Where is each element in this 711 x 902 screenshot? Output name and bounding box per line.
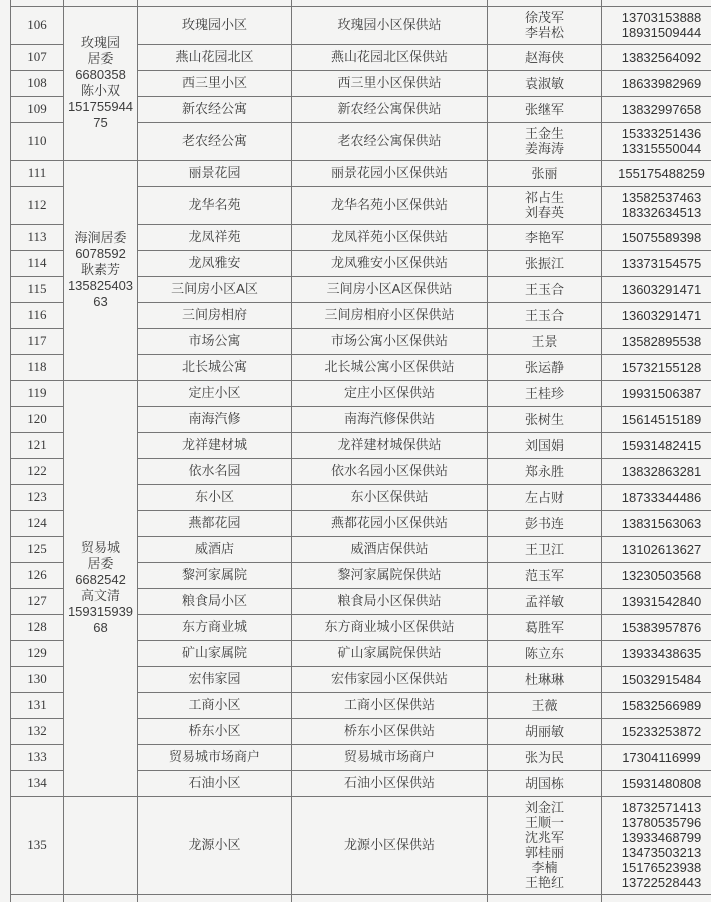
contact-names-cell <box>488 122 602 160</box>
row-number-cell: 110 <box>11 122 64 160</box>
phone-numbers-cell <box>602 276 711 302</box>
contact-names-cell <box>488 718 602 744</box>
row-number-cell: 117 <box>11 328 64 354</box>
station-name-cell: 宏伟家园小区保供站 <box>292 666 488 692</box>
phone-numbers-cell <box>602 718 711 744</box>
committee-line: 63 <box>93 294 108 309</box>
station-name-cell: 龙凤雅安小区保供站 <box>292 250 488 276</box>
contact-name: 姜海涛 <box>524 141 564 156</box>
contact-names-cell <box>488 406 602 432</box>
phone-number: 15075589398 <box>621 229 702 245</box>
station-name-cell: 东方商业城小区保供站 <box>292 614 488 640</box>
contact-name: 王卫江 <box>524 541 564 557</box>
station-name-cell: 工商小区保供站 <box>292 692 488 718</box>
community-name-cell: 东小区 <box>138 484 292 510</box>
station-name-cell: 石油小区保供站 <box>292 770 488 796</box>
row-number-cell: 132 <box>11 718 64 744</box>
contact-name: 王薇 <box>531 697 558 713</box>
contact-names-cell <box>488 536 602 562</box>
committee-line: 135825403 <box>67 278 134 293</box>
committee-line: 陈小双 <box>80 83 120 98</box>
row-number-cell: 114 <box>11 250 64 276</box>
contact-name: 孟祥敏 <box>524 593 564 609</box>
contact-name: 胡丽敏 <box>524 723 564 739</box>
row-number-cell: 111 <box>11 160 64 186</box>
contact-name: 胡国栋 <box>524 775 564 791</box>
contact-names-cell <box>488 6 602 44</box>
station-name-cell: 三间房小区A区保供站 <box>292 276 488 302</box>
station-name-cell: 矿山家属院保供站 <box>292 640 488 666</box>
contact-name: 张丽 <box>531 165 558 181</box>
contact-names-cell <box>488 770 602 796</box>
contact-name: 郭桂丽 <box>524 845 564 860</box>
row-number-cell-partial <box>11 894 64 902</box>
row-number-cell: 119 <box>11 380 64 406</box>
community-name-cell: 桥东小区 <box>138 718 292 744</box>
contact-names-cell <box>488 692 602 718</box>
contact-names-cell <box>488 354 602 380</box>
contact-name: 沈兆军 <box>524 830 564 845</box>
row-number-cell: 122 <box>11 458 64 484</box>
contact-name: 祁占生 <box>524 190 564 205</box>
community-name-cell: 西三里小区 <box>138 70 292 96</box>
phone-number: 15383957876 <box>621 619 702 635</box>
contact-name: 范玉军 <box>524 567 564 583</box>
row-number-cell: 113 <box>11 224 64 250</box>
phone-number: 13931542840 <box>621 593 702 609</box>
community-name-cell: 矿山家属院 <box>138 640 292 666</box>
row-number-cell: 135 <box>11 796 64 894</box>
contact-name: 王艳红 <box>524 875 564 890</box>
community-name-cell: 丽景花园 <box>138 160 292 186</box>
community-name-cell: 市场公寓 <box>138 328 292 354</box>
community-name-cell: 燕都花园 <box>138 510 292 536</box>
phone-number: 13703153888 <box>621 10 702 25</box>
committee-line: 耿素芳 <box>80 262 120 277</box>
committee-line: 6680358 <box>75 67 126 82</box>
contact-name: 张振江 <box>524 255 564 271</box>
community-name-cell: 三间房小区A区 <box>138 276 292 302</box>
table-row <box>11 160 711 186</box>
phone-numbers-cell <box>602 692 711 718</box>
contact-names-cell <box>488 224 602 250</box>
community-name-cell: 龙凤雅安 <box>138 250 292 276</box>
row-number-cell: 124 <box>11 510 64 536</box>
community-name-cell: 黎河家属院 <box>138 562 292 588</box>
phone-number: 18332634513 <box>621 205 702 220</box>
committee-cell <box>64 796 138 894</box>
station-name-cell: 龙源小区保供站 <box>292 796 488 894</box>
contact-names-cell <box>488 666 602 692</box>
row-number-cell: 106 <box>11 6 64 44</box>
committee-line: 居委 <box>87 556 114 571</box>
community-name-cell-partial <box>138 894 292 902</box>
committee-cell <box>64 6 138 160</box>
table-row <box>11 380 711 406</box>
station-name-cell: 龙凤祥苑小区保供站 <box>292 224 488 250</box>
phone-number: 13603291471 <box>621 281 702 297</box>
phone-numbers-cell <box>602 744 711 770</box>
phone-number: 15931480808 <box>621 775 702 791</box>
contact-name: 王金生 <box>524 126 564 141</box>
station-name-cell: 新农经公寓保供站 <box>292 96 488 122</box>
row-number-cell: 126 <box>11 562 64 588</box>
phone-numbers-cell <box>602 380 711 406</box>
community-name-cell: 威酒店 <box>138 536 292 562</box>
row-number-cell: 133 <box>11 744 64 770</box>
committee-line: 68 <box>93 620 108 635</box>
contact-name: 王顺一 <box>524 815 564 830</box>
phone-number: 13582895538 <box>621 333 702 349</box>
row-number-cell: 125 <box>11 536 64 562</box>
phone-number: 18633982969 <box>621 75 702 91</box>
phone-numbers-cell <box>602 432 711 458</box>
phone-number: 18732571413 <box>621 800 702 815</box>
row-number-cell: 109 <box>11 96 64 122</box>
row-number-cell: 118 <box>11 354 64 380</box>
phone-numbers-cell <box>602 796 711 894</box>
contact-names-cell <box>488 614 602 640</box>
row-number-cell: 123 <box>11 484 64 510</box>
station-name-cell: 丽景花园小区保供站 <box>292 160 488 186</box>
phone-numbers-cell <box>602 354 711 380</box>
supply-station-table <box>10 0 711 902</box>
phone-numbers-cell <box>602 484 711 510</box>
phone-number: 15233253872 <box>621 723 702 739</box>
phone-number: 13230503568 <box>621 567 702 583</box>
contact-names-cell <box>488 302 602 328</box>
phone-number: 13722528443 <box>621 875 702 890</box>
committee-line: 159315939 <box>67 604 134 619</box>
contact-name: 张运静 <box>524 359 564 375</box>
phone-numbers-cell <box>602 6 711 44</box>
station-name-cell: 粮食局小区保供站 <box>292 588 488 614</box>
contact-name: 彭书连 <box>524 515 564 531</box>
contact-names-cell <box>488 588 602 614</box>
row-number-cell: 116 <box>11 302 64 328</box>
community-name-cell: 定庄小区 <box>138 380 292 406</box>
phone-number: 13473503213 <box>621 845 702 860</box>
committee-line: 6682542 <box>75 572 126 587</box>
phone-numbers-cell <box>602 666 711 692</box>
contact-names-cell <box>488 432 602 458</box>
phone-number: 15614515189 <box>621 411 702 427</box>
community-name-cell: 粮食局小区 <box>138 588 292 614</box>
phone-number: 13832863281 <box>621 463 702 479</box>
contact-name: 张继军 <box>524 101 564 117</box>
row-number-cell: 115 <box>11 276 64 302</box>
station-name-cell: 贸易城市场商户 <box>292 744 488 770</box>
phone-number: 15333251436 <box>621 126 702 141</box>
row-number-cell: 120 <box>11 406 64 432</box>
contact-name: 王玉合 <box>524 281 564 297</box>
phone-number: 15176523938 <box>621 860 702 875</box>
phone-number: 13315550044 <box>621 141 702 156</box>
committee-cell <box>64 380 138 796</box>
community-name-cell: 东方商业城 <box>138 614 292 640</box>
row-number-cell: 121 <box>11 432 64 458</box>
station-name-cell: 桥东小区保供站 <box>292 718 488 744</box>
contact-names-cell <box>488 380 602 406</box>
station-name-cell: 老农经公寓保供站 <box>292 122 488 160</box>
contact-name: 葛胜军 <box>524 619 564 635</box>
community-name-cell: 燕山花园北区 <box>138 44 292 70</box>
phone-numbers-cell <box>602 70 711 96</box>
phone-numbers-cell <box>602 614 711 640</box>
contact-name: 刘国娟 <box>524 437 564 453</box>
station-name-cell: 西三里小区保供站 <box>292 70 488 96</box>
community-name-cell: 石油小区 <box>138 770 292 796</box>
station-name-cell: 南海汽修保供站 <box>292 406 488 432</box>
phone-numbers-cell <box>602 536 711 562</box>
phone-number: 13603291471 <box>621 307 702 323</box>
phone-number: 13831563063 <box>621 515 702 531</box>
phone-numbers-cell <box>602 510 711 536</box>
phone-numbers-cell <box>602 160 711 186</box>
phone-numbers-cell <box>602 562 711 588</box>
community-name-cell: 依水名园 <box>138 458 292 484</box>
contact-name: 李楠 <box>531 860 558 875</box>
phone-numbers-cell <box>602 122 711 160</box>
phone-numbers-cell <box>602 96 711 122</box>
phone-numbers-cell <box>602 640 711 666</box>
community-name-cell: 老农经公寓 <box>138 122 292 160</box>
station-name-cell: 定庄小区保供站 <box>292 380 488 406</box>
station-name-cell: 龙华名苑小区保供站 <box>292 186 488 224</box>
contact-name: 陈立东 <box>524 645 564 661</box>
community-name-cell: 贸易城市场商户 <box>138 744 292 770</box>
contact-name: 王景 <box>531 333 558 349</box>
phone-number: 18733344486 <box>621 489 702 505</box>
contact-names-cell <box>488 484 602 510</box>
community-name-cell: 龙源小区 <box>138 796 292 894</box>
table-row <box>11 6 711 44</box>
contact-name: 王玉合 <box>524 307 564 323</box>
phone-number: 15832566989 <box>621 697 702 713</box>
station-name-cell: 威酒店保供站 <box>292 536 488 562</box>
community-name-cell: 南海汽修 <box>138 406 292 432</box>
phone-numbers-cell <box>602 44 711 70</box>
phone-numbers-cell <box>602 186 711 224</box>
committee-line: 75 <box>93 115 108 130</box>
station-name-cell: 东小区保供站 <box>292 484 488 510</box>
committee-line: 高文清 <box>80 588 120 603</box>
row-number-cell: 128 <box>11 614 64 640</box>
contact-names-cell-partial <box>488 894 602 902</box>
phone-number: 13832564092 <box>621 49 702 65</box>
phone-number: 13582537463 <box>621 190 702 205</box>
contact-names-cell <box>488 510 602 536</box>
contact-name: 左占财 <box>524 489 564 505</box>
contact-name: 赵海侠 <box>524 49 564 65</box>
row-number-cell: 134 <box>11 770 64 796</box>
station-name-cell-partial <box>292 894 488 902</box>
phone-numbers-cell <box>602 224 711 250</box>
community-name-cell: 工商小区 <box>138 692 292 718</box>
contact-names-cell <box>488 186 602 224</box>
committee-cell-partial <box>64 894 138 902</box>
contact-names-cell <box>488 276 602 302</box>
contact-names-cell <box>488 96 602 122</box>
community-name-cell: 龙祥建材城 <box>138 432 292 458</box>
contact-name: 刘金江 <box>524 800 564 815</box>
phone-number: 18931509444 <box>621 25 702 40</box>
community-name-cell: 新农经公寓 <box>138 96 292 122</box>
row-number-cell: 107 <box>11 44 64 70</box>
contact-name: 张为民 <box>524 749 564 765</box>
contact-name: 袁淑敏 <box>524 75 564 91</box>
contact-name: 李岩松 <box>524 25 564 40</box>
table-row <box>11 796 711 894</box>
phone-numbers-cell <box>602 406 711 432</box>
row-number-cell: 130 <box>11 666 64 692</box>
phone-numbers-cell <box>602 328 711 354</box>
contact-names-cell <box>488 458 602 484</box>
phone-numbers-cell <box>602 588 711 614</box>
contact-name: 郑永胜 <box>524 463 564 479</box>
row-number-cell: 127 <box>11 588 64 614</box>
contact-name: 刘春英 <box>524 205 564 220</box>
contact-name: 张树生 <box>524 411 564 427</box>
committee-cell <box>64 160 138 380</box>
row-number-cell: 129 <box>11 640 64 666</box>
contact-name: 王桂珍 <box>524 385 564 401</box>
phone-numbers-cell <box>602 770 711 796</box>
row-number-cell: 131 <box>11 692 64 718</box>
contact-names-cell <box>488 562 602 588</box>
phone-number: 13933468799 <box>621 830 702 845</box>
station-name-cell: 玫瑰园小区保供站 <box>292 6 488 44</box>
phone-number: 155175488259 <box>618 165 705 181</box>
committee-line: 151755944 <box>67 99 134 114</box>
phone-numbers-cell <box>602 250 711 276</box>
partial-row-bottom <box>11 894 711 902</box>
contact-names-cell <box>488 250 602 276</box>
committee-line: 6078592 <box>75 246 126 261</box>
row-number-cell: 108 <box>11 70 64 96</box>
station-name-cell: 北长城公寓小区保供站 <box>292 354 488 380</box>
contact-name: 徐茂军 <box>524 10 564 25</box>
station-name-cell: 市场公寓小区保供站 <box>292 328 488 354</box>
phone-number: 15732155128 <box>621 359 702 375</box>
station-name-cell: 三间房相府小区保供站 <box>292 302 488 328</box>
committee-line: 玫瑰园 <box>80 35 120 50</box>
station-name-cell: 龙祥建材城保供站 <box>292 432 488 458</box>
community-name-cell: 龙凤祥苑 <box>138 224 292 250</box>
community-name-cell: 宏伟家园 <box>138 666 292 692</box>
phone-number: 13933438635 <box>621 645 702 661</box>
contact-names-cell <box>488 44 602 70</box>
contact-name: 李艳军 <box>524 229 564 245</box>
phone-number: 15931482415 <box>621 437 702 453</box>
table-body <box>11 0 711 902</box>
community-name-cell: 龙华名苑 <box>138 186 292 224</box>
committee-line: 居委 <box>87 51 114 66</box>
phone-numbers-cell <box>602 458 711 484</box>
committee-line: 贸易城 <box>80 540 120 555</box>
phone-numbers-cell <box>602 302 711 328</box>
station-name-cell: 依水名园小区保供站 <box>292 458 488 484</box>
contact-names-cell <box>488 640 602 666</box>
contact-names-cell <box>488 328 602 354</box>
committee-line: 海涧居委 <box>74 230 127 245</box>
station-name-cell: 燕都花园小区保供站 <box>292 510 488 536</box>
station-name-cell: 燕山花园北区保供站 <box>292 44 488 70</box>
community-name-cell: 北长城公寓 <box>138 354 292 380</box>
phone-number: 13832997658 <box>621 101 702 117</box>
phone-numbers-cell-partial <box>602 894 711 902</box>
community-name-cell: 玫瑰园小区 <box>138 6 292 44</box>
phone-number: 17304116999 <box>622 749 701 765</box>
phone-number: 15032915484 <box>621 671 702 687</box>
contact-names-cell <box>488 160 602 186</box>
station-name-cell: 黎河家属院保供站 <box>292 562 488 588</box>
phone-number: 13780535796 <box>621 815 702 830</box>
phone-number: 13102613627 <box>621 541 702 557</box>
contact-names-cell <box>488 796 602 894</box>
community-name-cell: 三间房相府 <box>138 302 292 328</box>
phone-number: 13373154575 <box>621 255 702 271</box>
row-number-cell: 112 <box>11 186 64 224</box>
contact-name: 杜琳琳 <box>524 671 564 687</box>
contact-names-cell <box>488 70 602 96</box>
phone-number: 19931506387 <box>621 385 702 401</box>
contact-names-cell <box>488 744 602 770</box>
